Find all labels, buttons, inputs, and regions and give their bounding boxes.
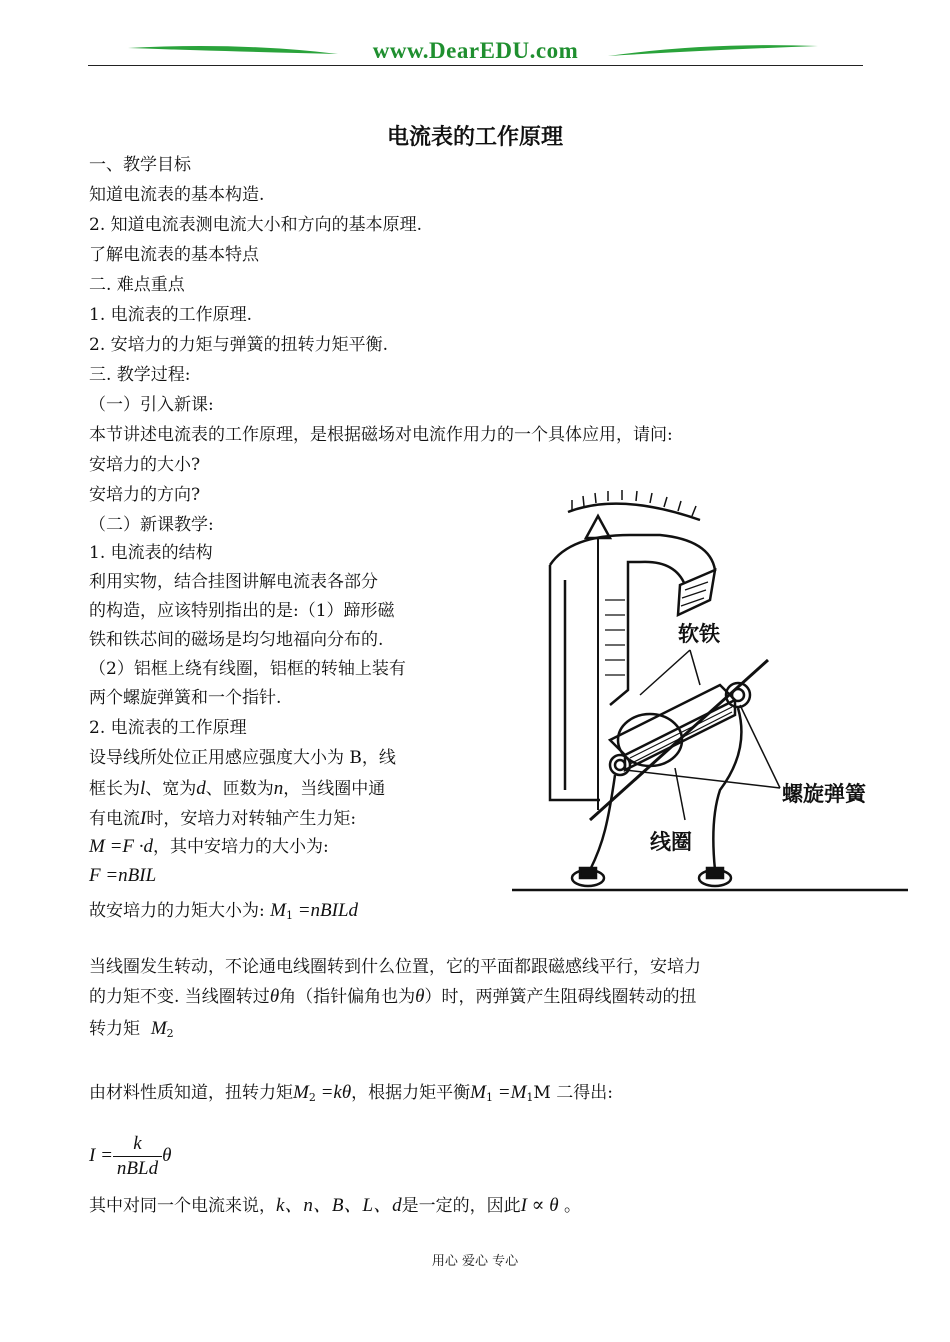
page-title: 电流表的工作原理 <box>386 125 563 150</box>
text-line: 设导线所处位正用感应强度大小为 B，线 <box>89 748 396 768</box>
galvanometer-drawing <box>510 490 910 905</box>
text-line: （一）引入新课: <box>89 395 214 415</box>
text-line: 一、教学目标 <box>89 155 191 175</box>
text-line: 了解电流表的基本特点 <box>89 245 259 265</box>
text-line: 的构造，应该特别指出的是:（1）蹄形磁 <box>89 601 395 621</box>
label-coil: 线圈 <box>650 830 692 854</box>
text-line: 由材料性质知道，扭转力矩$M_2 =k\theta$，根据力矩平衡$M_1 =M_1M$ 二得出: <box>89 1082 613 1104</box>
text-line: 知道电流表的基本构造. <box>89 185 265 205</box>
text-line: 其中对同一个电流来说，k、n、B、L、d是一定的，因此I ∝ θ 。 <box>89 1195 582 1216</box>
text-line: 有电流I时，安培力对转轴产生力矩: <box>89 808 357 829</box>
text-line: 两个螺旋弹簧和一个指针. <box>89 688 282 708</box>
text-line: 1. 电流表的结构 <box>89 543 213 563</box>
text-line: 故安培力的力矩大小为: $M_1$ =nBILd <box>89 900 359 922</box>
text-line: 2. 电流表的工作原理 <box>89 718 247 738</box>
page-footer: 用心 爱心 专心 <box>431 1254 519 1269</box>
formula-moment: M =F ·d，其中安培力的大小为: <box>89 836 329 857</box>
text-line: 铁和铁芯间的磁场是均匀地福向分布的. <box>89 630 384 650</box>
text-line: 2. 安培力的力矩与弹簧的扭转力矩平衡. <box>89 335 389 355</box>
formula-ampere-force: F =nBIL <box>89 865 157 886</box>
text-line: 本节讲述电流表的工作原理，是根据磁场对电流作用力的一个具体应用，请问: <box>89 425 673 445</box>
header-divider <box>88 65 863 66</box>
text-line: （2）铝框上绕有线圈，铝框的转轴上装有 <box>89 659 406 679</box>
text-line: 2. 知道电流表测电流大小和方向的基本原理. <box>89 215 423 235</box>
site-logo-text[interactable]: www.DearEDU.com <box>372 38 579 63</box>
formula-current: I = $\frac{k}{\text{nBLd}}$ θ <box>89 1133 172 1179</box>
text-line: 当线圈发生转动，不论通电线圈转到什么位置，它的平面都跟磁感线平行，安培力 <box>89 957 701 977</box>
text-line: 三. 教学过程: <box>89 365 191 385</box>
label-spiral-spring: 螺旋弹簧 <box>782 782 866 806</box>
label-soft-iron: 软铁 <box>678 622 720 646</box>
text-line: 二. 难点重点 <box>89 275 185 295</box>
text-line: 1. 电流表的工作原理. <box>89 305 253 325</box>
text-line: 转力矩 $M_2$ <box>89 1018 174 1040</box>
text-line: 框长为l、宽为d、匝数为n，当线圈中通 <box>89 778 386 799</box>
text-line: 利用实物，结合挂图讲解电流表各部分 <box>89 572 378 592</box>
text-line: 安培力的大小? <box>89 455 201 475</box>
text-line: 安培力的方向? <box>89 485 201 505</box>
text-line: （二）新课教学: <box>89 515 214 535</box>
text-line: 的力矩不变. 当线圈转过θ角（指针偏角也为θ）时，两弹簧产生阻碍线圈转动的扭 <box>89 986 697 1007</box>
galvanometer-diagram <box>510 490 910 905</box>
